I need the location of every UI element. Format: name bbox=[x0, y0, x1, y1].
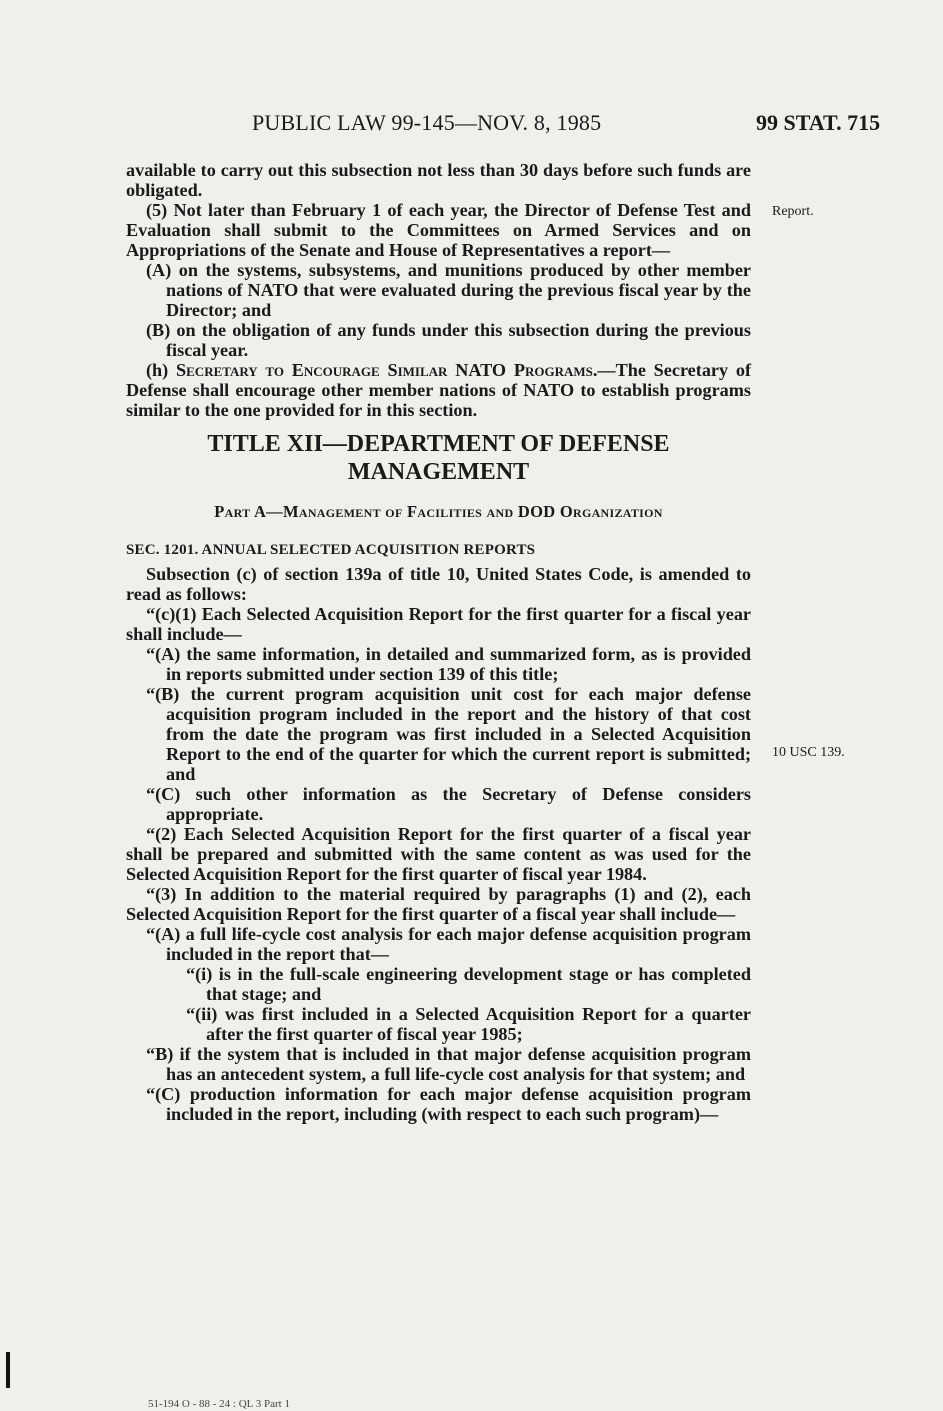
paragraph-continuation: available to carry out this subsection not less than 30 days before such funds are obligated. bbox=[126, 160, 751, 200]
body-text bbox=[126, 160, 751, 1124]
subsection-c1-a: “(A) the same information, in detailed and summarized form, as is provided in reports submitted under section 139 of this title; bbox=[146, 644, 751, 684]
subsection-c3-b: “B) if the system that is included in that major defense acquisition program has an antecedent system, a full life-cycle cost analysis for that system; and bbox=[146, 1044, 751, 1084]
subsection-c1: “(c)(1) Each Selected Acquisition Report for the first quarter for a fiscal year shall include— bbox=[126, 604, 751, 644]
paragraph-5-b: (B) on the obligation of any funds under this subsection during the previous fiscal year. bbox=[146, 320, 751, 360]
title-line-1: TITLE XII—DEPARTMENT OF DEFENSE bbox=[207, 431, 670, 457]
margin-note-report: Report. bbox=[772, 204, 814, 219]
paragraph-h-heading: Secretary to Encourage Similar NATO Programs. bbox=[176, 360, 598, 380]
stat-page-number: 99 STAT. 715 bbox=[756, 110, 881, 135]
subsection-c3: “(3) In addition to the material required by paragraphs (1) and (2), each Selected Acquisition Report for the first quarter of a fiscal year shall include— bbox=[126, 884, 751, 924]
binding-mark bbox=[6, 1352, 10, 1388]
subsection-c3-c: “(C) production information for each major defense acquisition program included in the report, including (with respect to each such program)— bbox=[146, 1084, 751, 1124]
print-footer: 51-194 O - 88 - 24 : QL 3 Part 1 bbox=[148, 1398, 290, 1410]
running-header: PUBLIC LAW 99-145—NOV. 8, 1985 bbox=[252, 110, 602, 135]
paragraph-h bbox=[126, 360, 751, 420]
subsection-c3-a-ii: “(ii) was first included in a Selected Acquisition Report for a quarter after the first quarter of fiscal year 1985; bbox=[186, 1004, 751, 1044]
subsection-c1-b: “(B) the current program acquisition unit cost for each major defense acquisition program included in the report and the history of that cost from the date the program was first included in a Selected Acquisition Report to the end of the quarter for which the current report is submitted; and bbox=[146, 684, 751, 784]
subsection-c1-c: “(C) such other information as the Secretary of Defense considers appropriate. bbox=[146, 784, 751, 824]
subsection-c2: “(2) Each Selected Acquisition Report for the first quarter of a fiscal year shall be prepared and submitted with the same content as was used for the Selected Acquisition Report for the first quarter of fiscal year 1984. bbox=[126, 824, 751, 884]
title-heading bbox=[126, 430, 751, 486]
paragraph-h-text: —The Secretary of Defense shall encourage other member nations of NATO to establish programs similar to the one provided for in this section. bbox=[126, 360, 751, 420]
paragraph-5: (5) Not later than February 1 of each year, the Director of Defense Test and Evaluation shall submit to the Committees on Armed Services and on Appropriations of the Senate and House of Representatives a report— bbox=[126, 200, 751, 260]
part-heading: Part A—Management of Facilities and DOD Organization bbox=[214, 502, 663, 521]
subsection-c3-a-i: “(i) is in the full-scale engineering development stage or has completed that stage; and bbox=[186, 964, 751, 1004]
section-intro: Subsection (c) of section 139a of title 10, United States Code, is amended to read as follows: bbox=[126, 564, 751, 604]
paragraph-5-a: (A) on the systems, subsystems, and munitions produced by other member nations of NATO that were evaluated during the previous fiscal year by the Director; and bbox=[146, 260, 751, 320]
title-line-2: MANAGEMENT bbox=[347, 459, 530, 485]
paragraph-h-label: (h) bbox=[146, 360, 169, 380]
section-heading: SEC. 1201. ANNUAL SELECTED ACQUISITION REPORTS bbox=[126, 542, 536, 558]
subsection-c3-a: “(A) a full life-cycle cost analysis for each major defense acquisition program included in the report that— bbox=[146, 924, 751, 964]
margin-note-usc: 10 USC 139. bbox=[772, 745, 845, 760]
